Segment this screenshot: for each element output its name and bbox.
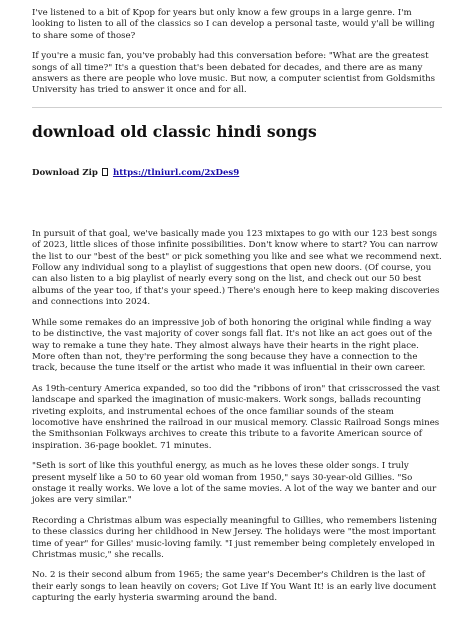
download-label: Download Zip: [32, 167, 98, 178]
body-paragraph-3: As 19th-century America expanded, so too did the "ribbons of iron" that crisscrossed the vast landscape and sparked the imagination of music-makers. Work songs, ballads recounting riveting exploits, and instrumental echoes of the once familiar sounds of the steam locomotive have enshrined the railroad in our musical memory. Classic Railroad Songs mines the Smithsonian Folkways archives to create this tribute to a favorite American source of inspiration. 36-page booklet. 71 minutes.: [32, 383, 440, 451]
body-paragraph-5: Recording a Christmas album was especially meaningful to Gillies, who remembers listening to these classics during her childhood in New Jersey. The holidays were "the most important time of year" for Gilles' music-loving family. "I just remember being completely enveloped in Christmas music," she recalls.: [32, 515, 438, 560]
download-link[interactable]: https://tlniurl.com/2xDes9: [112, 167, 240, 178]
download-line: [32, 168, 442, 179]
body-paragraph-2: While some remakes do an impressive job of both honoring the original while finding a way to be distinctive, the vast majority of cover songs fall flat. It's not like an act goes out of the way to remake a tune they hate. They almost always have their hearts in the right place. More often than not, they're performing the song because they have a connection to the track, because the tune itself or the artist who made it was influential in their own career.: [32, 317, 433, 374]
section-divider: [32, 107, 442, 108]
link-glyph-icon: [102, 168, 108, 176]
body-paragraph-1: In pursuit of that goal, we've basically made you 123 mixtapes to go with our 123 best songs of 2023, little slices of those infinite possibilities. Don't know where to start? You can narrow the list to our "best of the best" or pick something you like and see what we recommend next. Follow any individual song to a playlist of suggestions that open new doors. (Of course, you can also listen to a big playlist of nearly every song on the list, and check out our 50 best albums of the year too, if that's your speed.) There's enough here to keep making discoveries and connections into 2024.: [32, 228, 442, 308]
body-paragraph-4: "Seth is sort of like this youthful energy, as much as he loves these older songs. I truly present myself like a 50 to 60 year old woman from 1950," says 30-year-old Gillies. "So onstage it really works. We love a lot of the same movies. A lot of the way we banter and our jokes are very similar.": [32, 461, 437, 506]
body-paragraph-6: No. 2 is their second album from 1965; the same year's December's Children is the last of their early songs to lean heavily on covers; Got Live If You Want It! is an early live document capturing the early hysteria swarming around the band.: [32, 570, 437, 604]
page-title: download old classic hindi songs: [32, 121, 317, 141]
intro-paragraph-2: If you're a music fan, you've probably had this conversation before: "What are the greatest songs of all time?" It's a question that's been debated for decades, and there are as many answers as there are people who love music. But now, a computer scientist from Goldsmiths University has tried to answer it once and for all.: [32, 51, 436, 96]
intro-paragraph-1: I've listened to a bit of Kpop for years but only know a few groups in a large genre. I'm looking to listen to all of the classics so I can develop a personal taste, would y'all be willing to share some of those?: [32, 8, 435, 41]
